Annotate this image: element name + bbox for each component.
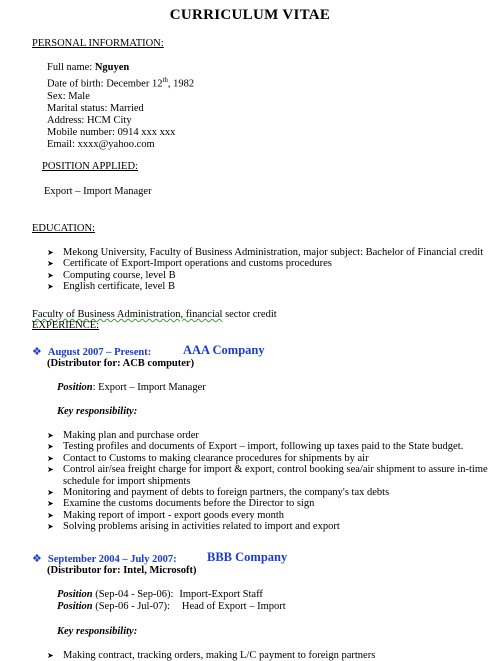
- job-2-positions: [57, 589, 286, 613]
- job-1-distributor: (Distributor for: ACB computer): [47, 358, 195, 369]
- email-line: Email: xxxx@yahoo.com: [47, 138, 155, 150]
- list-item: ➤ English certificate, level B: [47, 281, 175, 293]
- list-item: ➤ Making report of import - export goods every month: [47, 509, 285, 521]
- arrow-bullet-icon: ➤: [47, 465, 54, 475]
- full-name-value: Nguyen: [94, 62, 130, 73]
- job-1-responsibility-label: Key responsibility:: [57, 406, 138, 417]
- arrow-bullet-icon: ➤: [47, 248, 54, 257]
- arrow-bullet-icon: ➤: [47, 487, 54, 497]
- arrow-bullet-icon: ➤: [47, 522, 54, 532]
- experience-header: EXPERIENCE:: [32, 320, 100, 331]
- list-item: ➤ Monitoring and payment of debts to foreign partners, the company's tax debts: [47, 486, 390, 498]
- mobile-line: Mobile number: 0914 xxx xxx: [47, 126, 176, 138]
- job-1-position: Position: Export – Import Manager: [57, 382, 206, 393]
- job-1-company: AAA Company: [183, 343, 265, 357]
- arrow-bullet-icon: ➤: [47, 510, 54, 520]
- position-applied-header: POSITION APPLIED:: [42, 161, 138, 172]
- dob-suffix: th: [162, 76, 168, 84]
- arrow-bullet-icon: ➤: [47, 282, 54, 292]
- list-item: ➤ Certificate of Export-Import operations and customs procedures: [47, 258, 332, 270]
- diamond-bullet-icon: ❖: [32, 553, 42, 565]
- diamond-bullet-icon: ❖: [32, 346, 42, 358]
- marital-line: Marital status: Married: [47, 102, 144, 114]
- job-2-dates: September 2004 – July 2007:: [47, 554, 177, 565]
- arrow-bullet-icon: ➤: [47, 431, 54, 440]
- arrow-bullet-icon: ➤: [47, 499, 54, 509]
- arrow-bullet-icon: ➤: [47, 270, 54, 280]
- arrow-bullet-icon: ➤: [47, 259, 54, 269]
- arrow-bullet-icon: ➤: [47, 453, 54, 463]
- list-item: ➤ Testing profiles and documents of Export – import, following up taxes paid to the State budget.: [47, 441, 464, 453]
- education-note: Faculty of Business Administration, financial sector credit: [32, 309, 277, 320]
- arrow-bullet-icon: ➤: [47, 442, 54, 452]
- education-list: [47, 247, 483, 293]
- sex-line: Sex: Male: [47, 90, 90, 102]
- job-2-distributor: (Distributor for: Intel, Microsoft): [47, 565, 197, 576]
- job-2-position-1: Position (Sep-04 - Sep-06): Import-Export Staff: [57, 589, 263, 600]
- list-item: ➤ Control air/sea freight charge for import & export, control booking sea/air shipment to assure in-time schedule for import shipments: [47, 464, 488, 487]
- address-line: Address: HCM City: [47, 114, 132, 126]
- arrow-bullet-icon: ➤: [47, 651, 54, 660]
- dob-year: , 1982: [167, 78, 195, 90]
- full-name-label: Full name:: [47, 62, 95, 73]
- dob-label: Date of birth: December 12: [47, 78, 163, 90]
- personal-info-header: PERSONAL INFORMATION:: [32, 38, 164, 49]
- position-applied-value: Export – Import Manager: [44, 186, 152, 197]
- list-item: ➤ Computing course, level B: [47, 269, 176, 281]
- job-1-dates: August 2007 – Present:: [47, 347, 152, 358]
- list-item: ➤ Making plan and purchase order: [47, 430, 199, 441]
- job-2-company: BBB Company: [207, 550, 288, 564]
- dob-line: [47, 74, 194, 91]
- list-item: ➤ Solving problems arising in activities related to import and export: [47, 521, 340, 533]
- job-2-position-2: Position (Sep-06 - Jul-07): Head of Export – Import: [57, 601, 286, 612]
- job-2-responsibility-label: Key responsibility:: [57, 626, 138, 637]
- education-header: EDUCATION:: [32, 223, 95, 234]
- job-2-responsibility-list: [47, 650, 375, 661]
- list-item: ➤ Contact to Customs to making clearance procedures for shipments by air: [47, 452, 369, 464]
- job-1-responsibility-list: [47, 430, 492, 533]
- list-item: ➤ Mekong University, Faculty of Business Administration, major subject: Bachelor of Financial credit: [47, 247, 484, 258]
- list-item: ➤ Examine the customs documents before the Director to sign: [47, 498, 315, 510]
- full-name-line: [47, 62, 194, 74]
- personal-info-block: [47, 62, 194, 151]
- list-item: ➤ Making contract, tracking orders, making L/C payment to foreign partners: [47, 650, 376, 661]
- document-title: CURRICULUM VITAE: [169, 7, 331, 23]
